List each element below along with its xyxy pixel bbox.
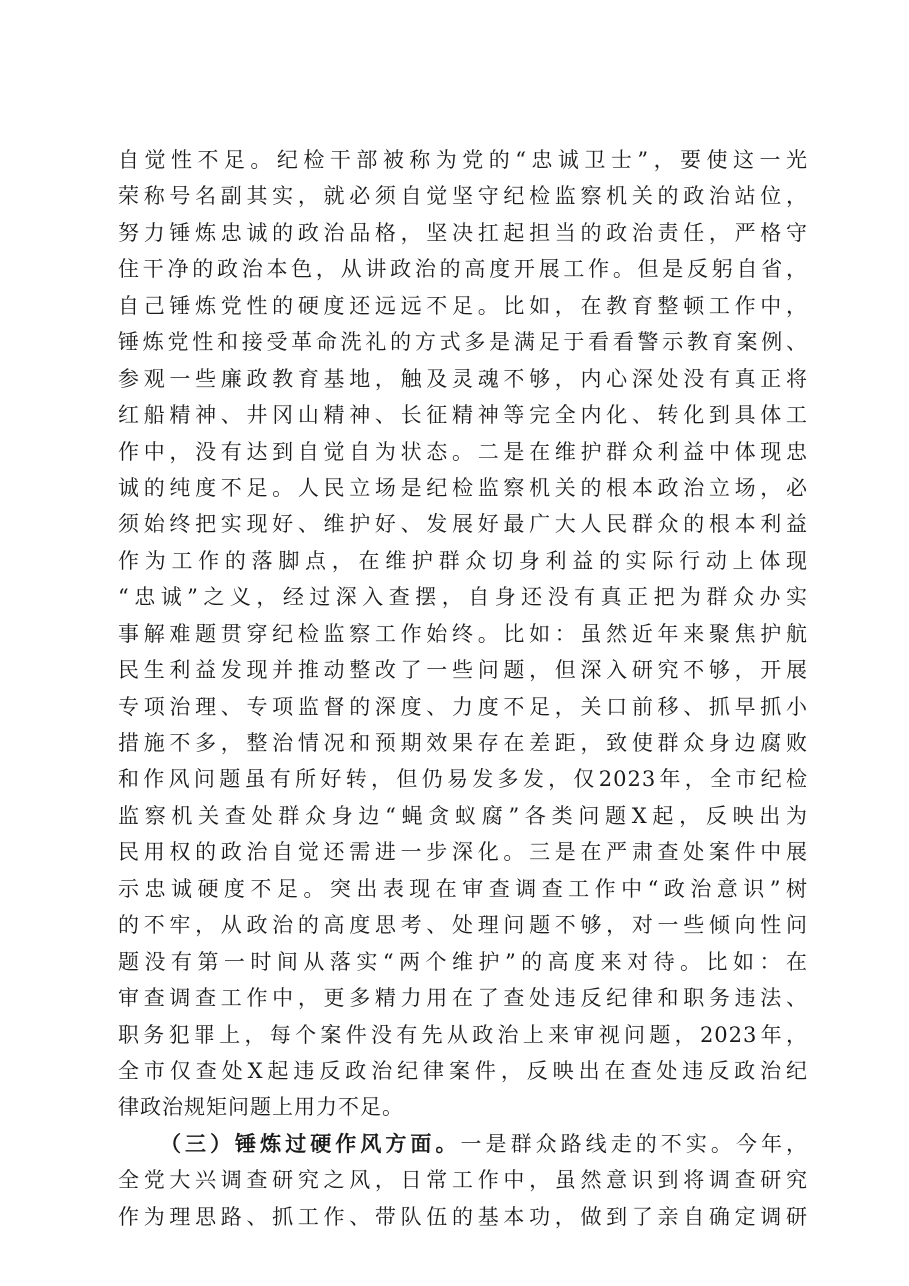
section-heading: （三）锤炼过硬作风方面。 (160, 1130, 461, 1156)
text-line: “忠诚”之义，经过深入查摆，自身还没有真正把为群众办实 (118, 585, 808, 610)
text-line: 作为工作的落脚点，在维护群众切身利益的实际行动上体现 (118, 548, 808, 573)
text-line: 全市仅查处X起违反政治纪律案件，反映出在查处违反政治纪 (118, 1058, 808, 1083)
text-line: 作中，没有达到自觉自为状态。二是在维护群众利益中体现忠 (118, 439, 808, 464)
text-line: 锤炼党性和接受革命洗礼的方式多是满足于看看警示教育案例、 (118, 330, 808, 355)
text-line: 监察机关查处群众身边“蝇贪蚁腐”各类问题X起，反映出为 (118, 803, 808, 828)
text-line: 题没有第一时间从落实“两个维护”的高度来对待。比如：在 (118, 949, 808, 974)
text-line: 全党大兴调查研究之风，日常工作中，虽然意识到将调查研究 (118, 1168, 808, 1193)
section-heading-line (118, 1126, 808, 1162)
text-line: 参观一些廉政教育基地，触及灵魂不够，内心深处没有真正将 (118, 366, 808, 391)
text-line: 民用权的政治自觉还需进一步深化。三是在严肃查处案件中展 (118, 840, 808, 865)
document-body (118, 142, 808, 1235)
text-line: 示忠诚硬度不足。突出表现在审查调查工作中“政治意识”树 (118, 876, 808, 901)
text-line: 职务犯罪上，每个案件没有先从政治上来审视问题，2023年， (118, 1022, 808, 1047)
text-span: 一是群众路线走的不实。今年， (460, 1131, 809, 1156)
text-line: 律政治规矩问题上用力不足。 (118, 1095, 404, 1120)
text-line: 和作风问题虽有所好转，但仍易发多发，仅2023年，全市纪检 (118, 767, 808, 792)
text-line: 须始终把实现好、维护好、发展好最广大人民群众的根本利益 (118, 512, 808, 537)
text-line: 专项治理、专项监督的深度、力度不足，关口前移、抓早抓小 (118, 694, 808, 719)
text-line: 诚的纯度不足。人民立场是纪检监察机关的根本政治立场，必 (118, 475, 808, 500)
text-line: 努力锤炼忠诚的政治品格，坚决扛起担当的政治责任，严格守 (118, 220, 808, 245)
text-line: 的不牢，从政治的高度思考、处理问题不够，对一些倾向性问 (118, 913, 808, 938)
text-line: 事解难题贯穿纪检监察工作始终。比如：虽然近年来聚焦护航 (118, 621, 808, 646)
text-line: 措施不多，整治情况和预期效果存在差距，致使群众身边腐败 (118, 731, 808, 755)
text-line: 审查调查工作中，更多精力用在了查处违反纪律和职务违法、 (118, 986, 808, 1011)
text-line: 作为理思路、抓工作、带队伍的基本功，做到了亲自确定调研 (118, 1204, 808, 1229)
text-line: 自己锤炼党性的硬度还远远不足。比如，在教育整顿工作中， (118, 293, 808, 318)
text-line: 自觉性不足。纪检干部被称为党的“忠诚卫士”，要使这一光 (118, 148, 808, 172)
text-line: 民生利益发现并推动整改了一些问题，但深入研究不够，开展 (118, 658, 808, 683)
text-line: 红船精神、井冈山精神、长征精神等完全内化、转化到具体工 (118, 403, 808, 428)
text-line: 荣称号名副其实，就必须自觉坚守纪检监察机关的政治站位， (118, 184, 808, 209)
text-line: 住干净的政治本色，从讲政治的高度开展工作。但是反躬自省， (118, 257, 808, 282)
